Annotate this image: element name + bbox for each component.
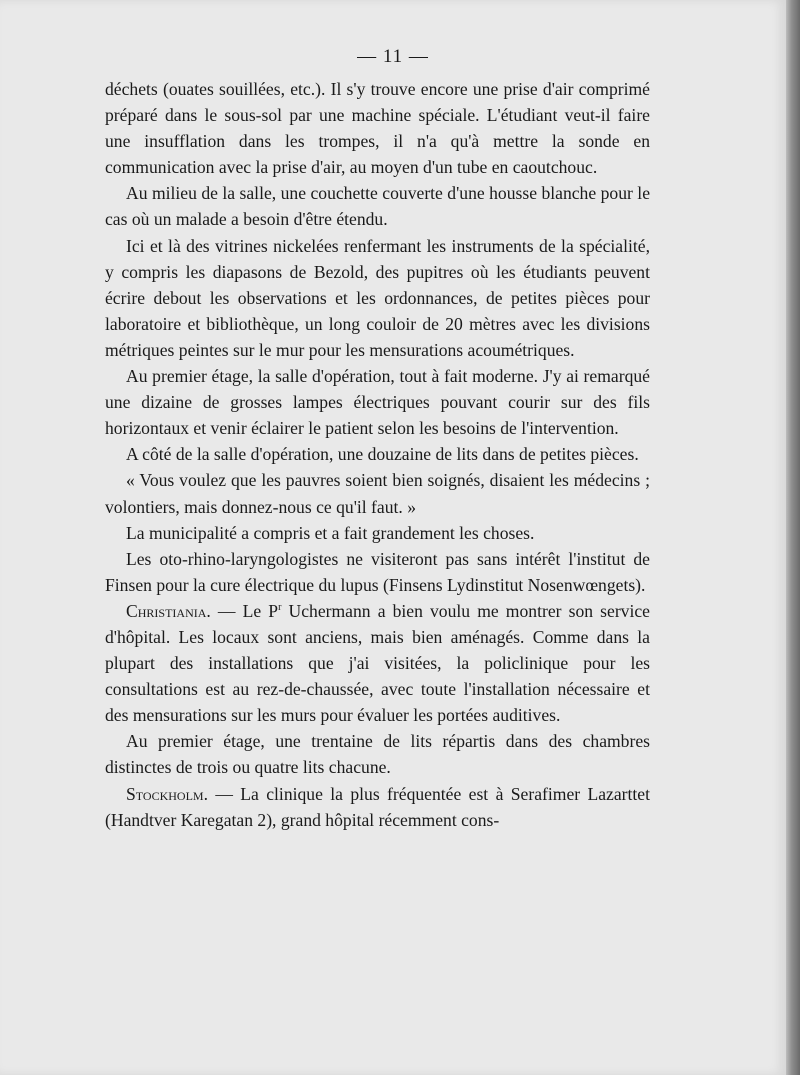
paragraph: La municipalité a compris et a fait grandement les choses. xyxy=(126,522,535,543)
paragraph: A côté de la salle d'opération, une douzaine de lits dans de petites pièces. xyxy=(126,444,639,465)
stockholm-text: — La clinique la plus fréquentée est à Serafimer Lazarttet (Handtver Karegatan 2), grand hôpital récemment cons- xyxy=(105,783,650,830)
page-body xyxy=(105,76,650,833)
paragraph: Au premier étage, la salle d'opération, tout à fait moderne. J'y ai remarqué une dizaine de grosses lampes électriques pouvant courir sur des fils horizontaux et venir éclairer le patient selon les besoins de l'intervention. xyxy=(105,366,650,439)
paragraph: Ici et là des vitrines nickelées renfermant les instruments de la spécialité, y compris les diapasons de Bezold, des pupitres où les étudiants peuvent écrire debout les observations et les ordonnances, de petites pièces pour laboratoire et bibliothèque, un long couloir de 20 mètres avec les divisions métriques peintes sur le mur pour les mensurations acoumétriques. xyxy=(105,235,650,360)
paragraph: « Vous voulez que les pauvres soient bien soignés, disaient les médecins ; volontiers, mais donnez-nous ce qu'il faut. » xyxy=(105,470,650,517)
page-number: — 11 — xyxy=(357,46,429,67)
section-heading-christiania: Christiania. xyxy=(126,600,211,621)
page-edge xyxy=(786,0,800,1075)
paragraph: déchets (ouates souillées, etc.). Il s'y trouve encore une prise d'air comprimé préparé dans le sous-sol par une machine spéciale. L'étudiant veut-il faire une insufflation dans les trompes, il n'a qu'à mettre la sonde en communication avec la prise d'air, au moyen d'un tube en caoutchouc. xyxy=(105,79,650,178)
paragraph-stockholm xyxy=(105,781,650,833)
paragraph: Au premier étage, une trentaine de lits répartis dans des chambres distinctes de trois ou quatre lits chacune. xyxy=(105,731,650,778)
paragraph: Les oto-rhino-laryngologistes ne visiteront pas sans intérêt l'institut de Finsen pour la cure électrique du lupus (Finsens Lydinstitut Nosenwœngets). xyxy=(105,548,650,595)
paragraph-christiania xyxy=(105,598,650,728)
section-heading-stockholm: Stockholm. xyxy=(126,783,208,804)
christiania-text: Uchermann a bien voulu me montrer son service d'hôpital. Les locaux sont anciens, mais bien aménagés. Comme dans la plupart des installations que j'ai visitées, la policlinique pour les consultations est au rez-de-chaussée, avec toute l'installation nécessaire et des mensurations sur les murs pour évaluer les portées auditives. xyxy=(105,600,650,726)
title-superscript: r xyxy=(278,602,282,614)
christiania-dash: — Le P xyxy=(210,600,279,621)
paragraph: Au milieu de la salle, une couchette couverte d'une housse blanche pour le cas où un malade a besoin d'être étendu. xyxy=(105,183,650,230)
